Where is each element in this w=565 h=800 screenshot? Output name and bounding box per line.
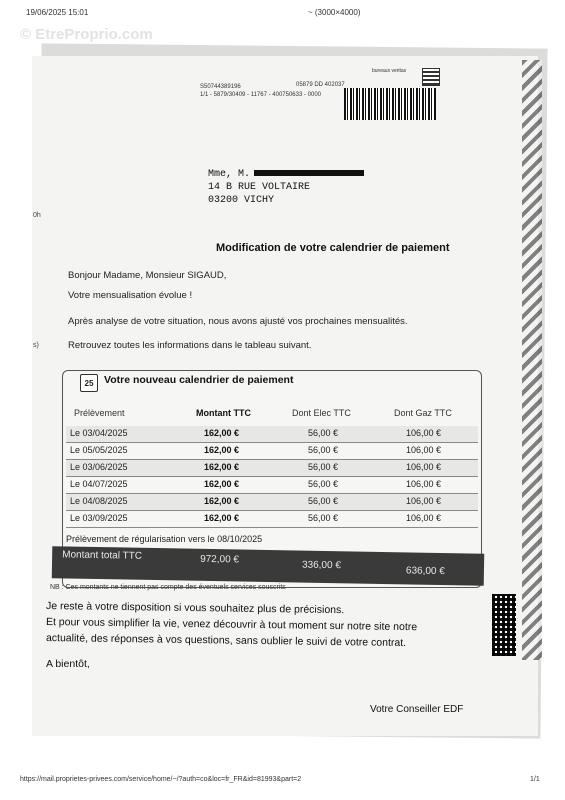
paragraph: Retrouvez toutes les informations dans le tableau suivant. [68, 340, 312, 351]
calendar-title: Votre nouveau calendrier de paiement [104, 374, 294, 386]
table-row [66, 477, 478, 494]
signature: Votre Conseiller EDF [370, 704, 464, 715]
row-date: Le 04/08/2025 [70, 496, 128, 506]
table-row [66, 443, 478, 460]
barcode-icon [344, 88, 436, 120]
qr-code-icon [492, 594, 516, 656]
table-row [66, 494, 478, 511]
page-number: 1/1 [530, 776, 540, 783]
watermark: © EtreProprio.com [20, 26, 153, 43]
row-date: Le 04/07/2025 [70, 479, 128, 489]
total-elec: 336,00 € [301, 559, 342, 572]
row-elec: 56,00 € [308, 479, 339, 489]
recipient-address [208, 168, 364, 207]
margin-mark: s) [33, 342, 39, 349]
column-header: Montant TTC [196, 408, 251, 418]
row-gaz: 106,00 € [406, 428, 442, 438]
letter-title: Modification de votre calendrier de paiement [216, 242, 450, 254]
closing-line: Je reste à votre disposition si vous souhaitez plus de précisions. [45, 600, 345, 617]
row-elec: 56,00 € [308, 445, 339, 455]
total-label: Montant total TTC [62, 549, 143, 562]
row-date: Le 05/05/2025 [70, 445, 128, 455]
margin-mark: 0h [33, 212, 41, 219]
row-ttc: 162,00 € [204, 513, 240, 523]
goodbye: A bientôt, [46, 658, 90, 670]
certification-badge: bureaux veritas [372, 68, 407, 74]
row-elec: 56,00 € [308, 496, 339, 506]
row-gaz: 106,00 € [406, 479, 442, 489]
reference-line: 1/1 - 5879/30409 - 11767 - 400750633 - 0000 [200, 92, 321, 98]
row-gaz: 106,00 € [406, 513, 442, 523]
table-row [66, 460, 478, 477]
reference-code: 05879 DD 402037 [296, 82, 345, 88]
browser-header [26, 8, 361, 17]
redacted-name [254, 170, 364, 176]
recipient-street: 14 B RUE VOLTAIRE [208, 182, 311, 193]
total-ttc: 972,00 € [200, 553, 240, 566]
row-ttc: 162,00 € [204, 428, 240, 438]
row-elec: 56,00 € [308, 513, 339, 523]
image-dimensions: ~ (3000×4000) [308, 8, 361, 17]
scan-edge-pattern [522, 60, 542, 660]
paragraph: Après analyse de votre situation, nous avons ajusté vos prochaines mensualités. [68, 316, 408, 327]
row-elec: 56,00 € [308, 428, 339, 438]
row-ttc: 162,00 € [204, 496, 240, 506]
page-url: https://mail.proprietes-privees.com/service/home/~/?auth=co&loc=fr_FR&id=81993&part=2 [20, 776, 302, 783]
row-elec: 56,00 € [308, 462, 339, 472]
row-date: Le 03/09/2025 [70, 513, 128, 523]
row-date: Le 03/06/2025 [70, 462, 128, 472]
recipient-city: 03200 VICHY [208, 195, 275, 206]
recipient-name: Mme, M. [208, 169, 251, 180]
total-gaz: 636,00 € [405, 565, 445, 578]
column-header: Prélèvement [74, 408, 125, 418]
row-ttc: 162,00 € [204, 462, 240, 472]
row-gaz: 106,00 € [406, 462, 442, 472]
closing-line: Et pour vous simplifier la vie, venez découvrir à tout moment sur notre site notre [45, 616, 418, 634]
calendar-icon: 25 [80, 374, 98, 392]
row-gaz: 106,00 € [406, 445, 442, 455]
reference-code: S50744389196 [200, 84, 241, 90]
print-datetime: 19/06/2025 15:01 [26, 8, 89, 17]
row-date: Le 03/04/2025 [70, 428, 128, 438]
paragraph: Votre mensualisation évolue ! [68, 290, 193, 301]
qr-code-icon [422, 68, 440, 86]
closing-line: actualité, des réponses à vos questions, sans oublier le suivi de votre contrat. [45, 632, 407, 650]
column-header: Dont Elec TTC [292, 408, 351, 418]
regularisation-note: Prélèvement de régularisation vers le 08/10/2025 [66, 534, 263, 544]
row-ttc: 162,00 € [204, 445, 240, 455]
column-header: Dont Gaz TTC [394, 408, 452, 418]
table-row [66, 511, 478, 528]
table-row [66, 426, 478, 443]
row-ttc: 162,00 € [204, 479, 240, 489]
nb-note: NB : Ces montants ne tiennent pas compte des éventuels services souscrits [50, 584, 286, 591]
greeting: Bonjour Madame, Monsieur SIGAUD, [68, 270, 227, 281]
row-gaz: 106,00 € [406, 496, 442, 506]
